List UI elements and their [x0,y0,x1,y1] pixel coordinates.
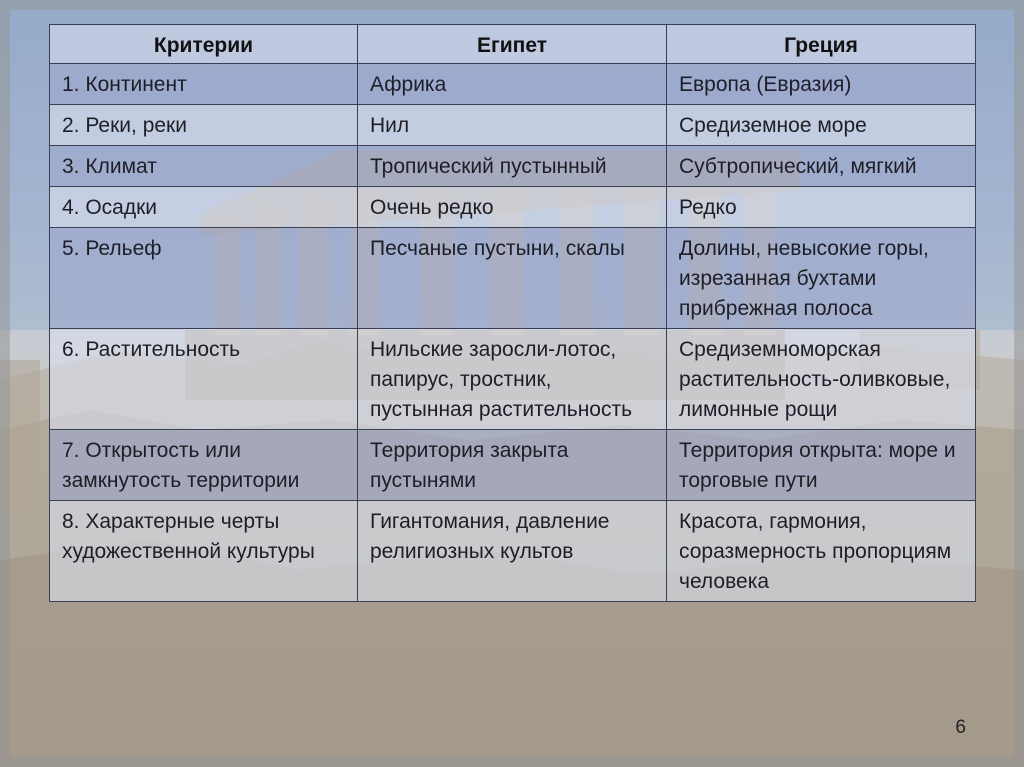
egypt-cell: Африка [358,64,667,105]
egypt-cell: Тропический пустынный [358,146,667,187]
header-greece: Греция [667,25,976,64]
greece-cell: Субтропический, мягкий [667,146,976,187]
table-row [50,187,976,228]
table-row [50,105,976,146]
egypt-cell: Территория закрыта пустынями [358,430,667,501]
header-criteria: Критерии [50,25,358,64]
page-number: 6 [955,717,966,738]
table-row [50,228,976,329]
table-header-row [50,25,976,64]
table-row [50,64,976,105]
criterion-cell: 1. Континент [50,64,358,105]
criterion-cell: 5. Рельеф [50,228,358,329]
comparison-table [49,24,976,602]
greece-cell: Долины, невысокие горы, изрезанная бухтами прибрежная полоса [667,228,976,329]
greece-cell: Красота, гармония, соразмерность пропорциям человека [667,501,976,602]
egypt-cell: Гигантомания, давление религиозных культов [358,501,667,602]
greece-cell: Средиземноморская растительность-оливковые, лимонные рощи [667,329,976,430]
criterion-cell: 6. Растительность [50,329,358,430]
table-row [50,501,976,602]
table-row [50,430,976,501]
egypt-cell: Песчаные пустыни, скалы [358,228,667,329]
egypt-cell: Нильские заросли-лотос, папирус, тростник, пустынная растительность [358,329,667,430]
criterion-cell: 7. Открытость или замкнутость территории [50,430,358,501]
table-row [50,146,976,187]
greece-cell: Редко [667,187,976,228]
egypt-cell: Очень редко [358,187,667,228]
criterion-cell: 4. Осадки [50,187,358,228]
greece-cell: Европа (Евразия) [667,64,976,105]
egypt-cell: Нил [358,105,667,146]
greece-cell: Территория открыта: море и торговые пути [667,430,976,501]
table-row [50,329,976,430]
header-egypt: Египет [358,25,667,64]
criterion-cell: 3. Климат [50,146,358,187]
criterion-cell: 8. Характерные черты художественной культуры [50,501,358,602]
greece-cell: Средиземное море [667,105,976,146]
criterion-cell: 2. Реки, реки [50,105,358,146]
